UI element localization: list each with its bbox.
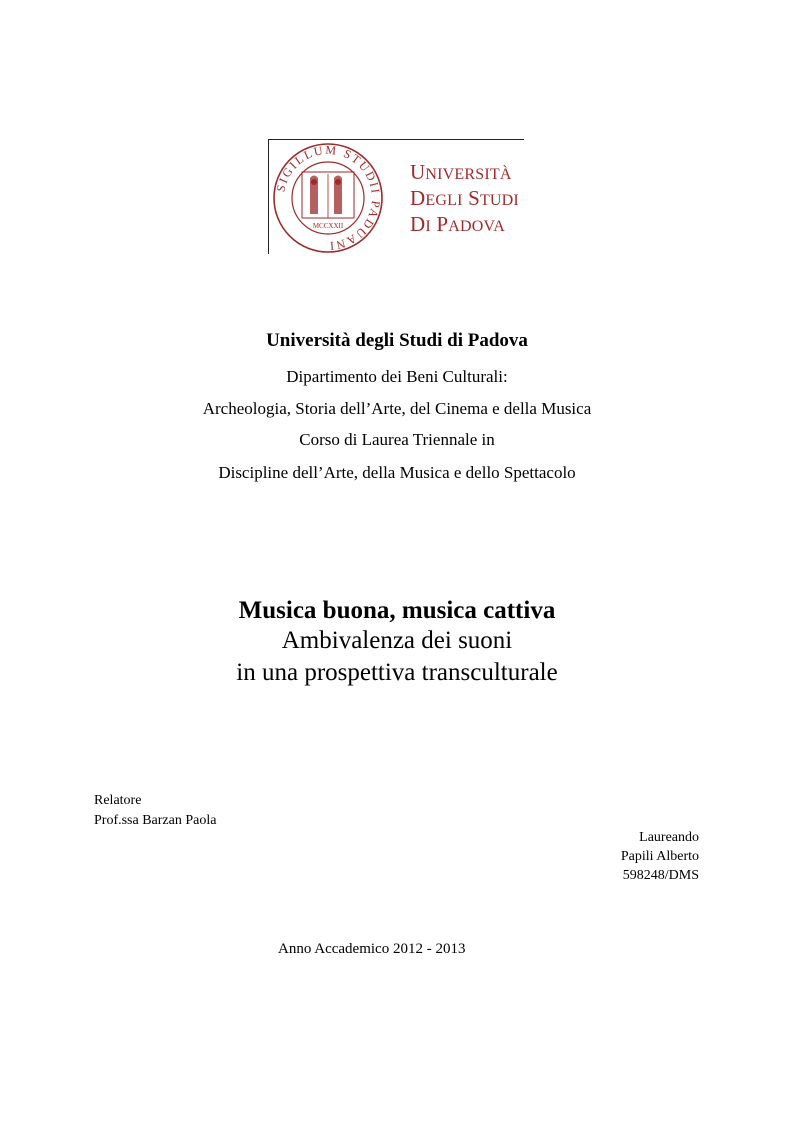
- advisor-name: Prof.ssa Barzan Paola: [94, 813, 217, 828]
- candidate-id: 598248/DMS: [622, 868, 699, 883]
- logo-line-3: DI PADOVA: [410, 212, 505, 236]
- logo-line-1: UNIVERSITÀ: [410, 160, 512, 184]
- seal-text: SIGILLUM STUDII PADUANI: [273, 142, 384, 254]
- university-logo: [268, 139, 526, 255]
- advisor-label: Relatore: [94, 793, 142, 808]
- seal-year: MCCXXII: [312, 222, 344, 230]
- university-seal-icon: [272, 142, 384, 254]
- university-name: Università degli Studi di Padova: [266, 330, 528, 351]
- course: Corso di Laurea Triennale in: [299, 430, 495, 449]
- candidate-label: Laureando: [639, 830, 699, 845]
- academic-year: Anno Accademico 2012 - 2013: [278, 941, 466, 957]
- thesis-subtitle-line-1: Ambivalenza dei suoni: [281, 627, 513, 654]
- thesis-subtitle-line-2: in una prospettiva transculturale: [236, 659, 558, 686]
- logo-line-2: DEGLI STUDI: [410, 186, 519, 210]
- thesis-title: Musica buona, musica cattiva: [238, 597, 556, 624]
- logo-top-rule: [268, 139, 524, 140]
- department-subtitle: Archeologia, Storia dell’Arte, del Cinema e della Musica: [202, 399, 592, 418]
- department: Dipartimento dei Beni Culturali:: [286, 367, 508, 386]
- course-name: Discipline dell’Arte, della Musica e dello Spettacolo: [218, 463, 576, 482]
- logo-left-rule: [268, 139, 269, 254]
- candidate-name: Papili Alberto: [620, 849, 699, 864]
